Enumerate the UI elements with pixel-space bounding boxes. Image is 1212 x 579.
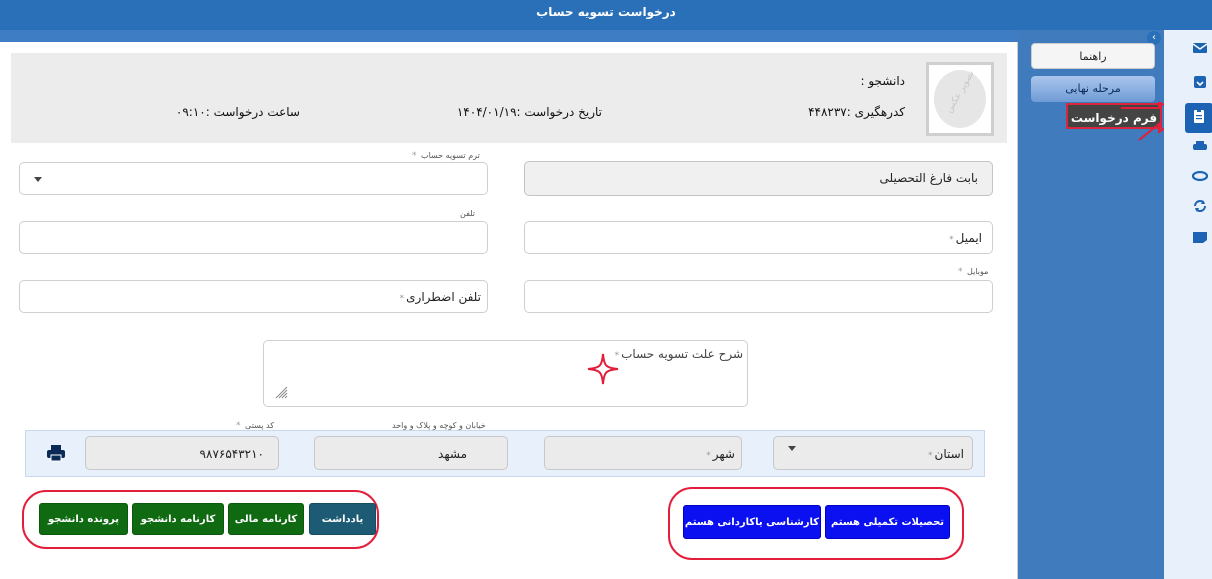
street-input[interactable] [314,436,508,470]
chevron-down-icon [34,177,42,182]
window-title: درخواست تسویه حساب [536,5,676,19]
student-label: دانشجو : [860,74,905,88]
mobile-input[interactable] [524,280,993,313]
mail-icon[interactable] [1192,40,1208,56]
province-label: استان [934,447,964,461]
bachelor-button[interactable]: کارشناسی یاکاردانی هستم [683,505,821,539]
student-header [11,53,1007,143]
tracking-code: کدرهگیری :۴۴۸۲۳۷ [808,105,905,119]
request-time: ساعت درخواست :۰۹:۱۰ [175,105,300,119]
street-value: مشهد [438,447,467,461]
clipboard-icon[interactable] [1191,108,1207,124]
email-placeholder: ایمیل [955,231,982,245]
postal-value: ۹۸۷۶۵۴۳۲۱۰ [199,447,264,461]
resize-handle-icon[interactable] [274,385,288,399]
request-date: تاریخ درخواست :۱۴۰۴/۰۱/۱۹ [456,105,602,119]
window-titlebar [0,0,1212,30]
phone-input[interactable] [19,221,488,254]
student-file-button[interactable]: پرونده دانشجو [39,503,128,535]
province-select[interactable]: استان* [773,436,973,470]
photo-caption: تصویر عکس [944,69,977,115]
reason-field[interactable] [524,161,993,196]
phone-label: تلفن [460,209,476,218]
student-photo [926,62,994,136]
note-button[interactable]: یادداشت [309,503,376,535]
email-input[interactable]: ایمیل* [524,221,993,254]
archive-icon[interactable] [1192,74,1208,90]
cursor-sparkle-icon [587,353,619,385]
note-icon[interactable] [1192,229,1208,245]
postal-label: کد پستی * [236,421,275,431]
city-input[interactable]: شهر* [544,436,742,470]
layers-icon[interactable] [1192,138,1208,154]
city-label: شهر [712,447,735,461]
student-record-button[interactable]: کارنامه دانشجو [132,503,224,535]
financial-record-button[interactable]: کارنامه مالی [228,503,304,535]
refresh-icon[interactable] [1192,198,1208,214]
emergency-phone-input[interactable]: تلفن اضطراری* [19,280,488,313]
term-select[interactable] [19,162,488,195]
graduate-button[interactable]: تحصیلات تکمیلی هستم [825,505,950,539]
nav-help-button[interactable]: راهنما [1031,43,1155,69]
reason-value: بابت فارغ التحصیلی [879,171,978,185]
mobile-label: موبایل * [958,267,989,277]
nav-final-stage-button[interactable]: مرحله نهایی [1031,76,1155,102]
chevron-right-icon[interactable]: › [1147,31,1161,45]
print-icon[interactable] [46,444,66,462]
emergency-phone-placeholder: تلفن اضطراری [406,290,481,304]
nav-request-form-button[interactable]: فرم درخواست [1066,103,1162,129]
term-label: ترم تسویه حساب * [412,151,480,161]
chevron-down-icon [788,446,796,451]
description-textarea[interactable]: شرح علت تسویه حساب* [263,340,748,407]
paperclip-icon[interactable] [1192,168,1208,184]
description-placeholder: شرح علت تسویه حساب [621,347,743,361]
street-label: خیابان و کوچه و پلاک و واحد [392,421,486,430]
postal-code-input[interactable] [85,436,279,470]
